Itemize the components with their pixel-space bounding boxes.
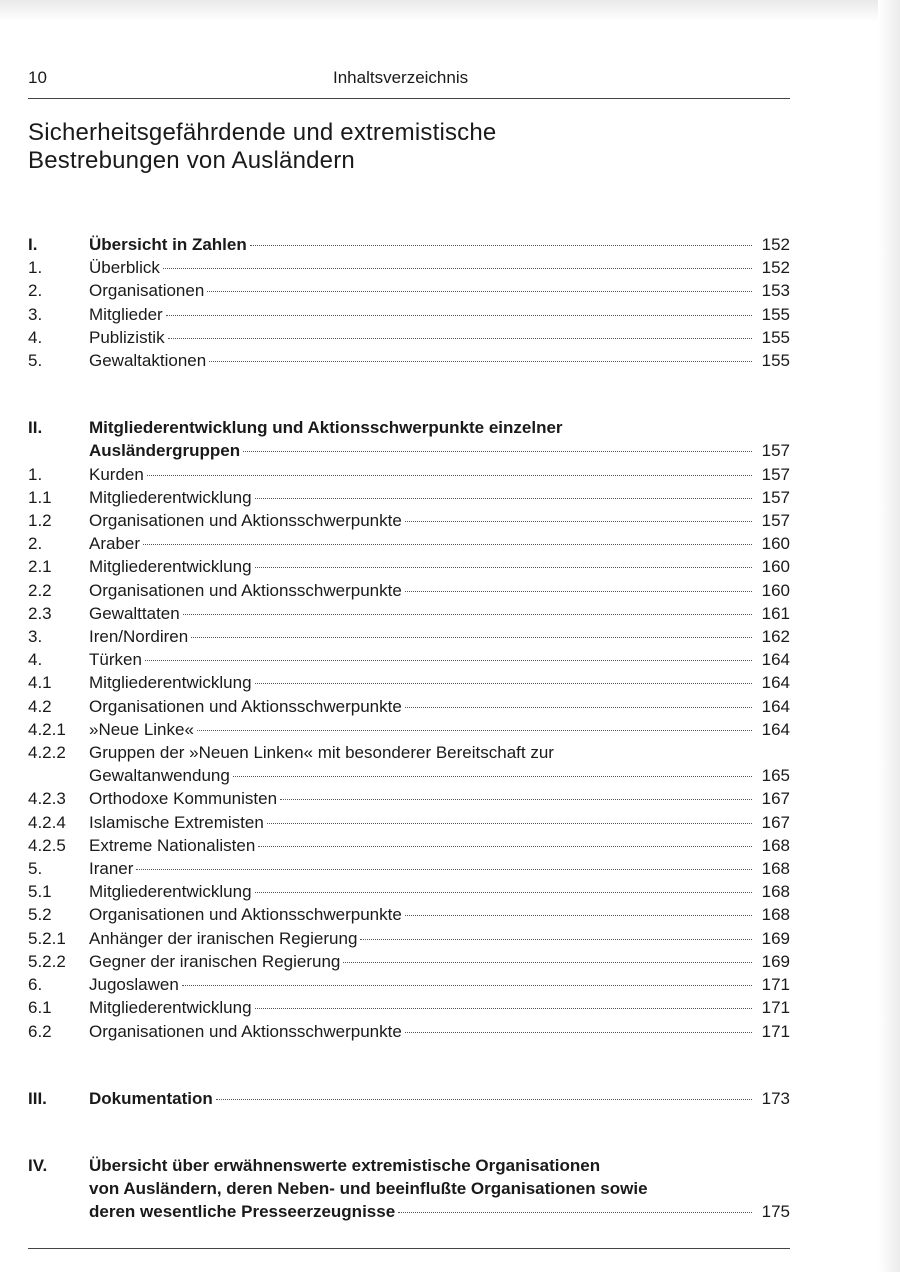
chapter-title-line-1: Sicherheitsgefährdende und extremistische	[28, 119, 497, 146]
toc-entry-title-text: Gewalttaten	[89, 603, 180, 623]
toc-entry-title-text: Türken	[89, 650, 142, 670]
toc-section-title-line: von Ausländern, deren Neben- und beeinflußte Organisationen sowie	[89, 1179, 648, 1199]
toc-entry[interactable]	[28, 718, 790, 741]
toc-entry-title-text: Iren/Nordiren	[89, 627, 189, 647]
toc-page-number: 155	[761, 304, 790, 324]
dot-leader	[405, 1032, 752, 1033]
toc-page-number: 155	[761, 327, 790, 347]
toc-page-number: 164	[761, 696, 790, 716]
toc-section-number: III.	[28, 1088, 47, 1108]
toc-section	[28, 416, 790, 1042]
toc-entry[interactable]	[28, 695, 790, 718]
toc-page-number: 157	[761, 441, 790, 461]
toc-section-title-line	[89, 233, 756, 256]
dot-leader	[405, 521, 752, 522]
dot-leader	[343, 962, 752, 963]
toc-entry-number: 4.	[28, 650, 43, 670]
toc-entry-number: 2.3	[28, 603, 52, 623]
toc-entry-title-text: Organisationen und Aktionsschwerpunkte	[89, 905, 402, 925]
toc-entry-title	[89, 834, 756, 857]
toc-entry-number: 2.	[28, 281, 43, 301]
toc-section	[28, 233, 790, 372]
toc-page-number: 160	[761, 534, 790, 554]
toc-entry[interactable]	[28, 671, 790, 694]
toc-section-title-line: Mitgliederentwicklung und Aktionsschwerpunkte einzelner	[89, 418, 563, 438]
toc-entry-number: 5.2	[28, 905, 52, 925]
toc-entry-title-text: Mitgliederentwicklung	[89, 673, 252, 693]
toc-page-number: 164	[761, 673, 790, 693]
toc-entry-number: 4.	[28, 327, 43, 347]
toc-entry[interactable]	[28, 903, 790, 926]
toc-entry-number: 5.2.1	[28, 928, 66, 948]
toc-entry[interactable]	[28, 857, 790, 880]
toc-section-title	[89, 416, 756, 462]
toc-entry-title-text: Iraner	[89, 859, 134, 879]
toc-page-number: 157	[761, 511, 790, 531]
toc-entry-number: 3.	[28, 304, 43, 324]
toc-entry-number: 2.2	[28, 580, 52, 600]
toc-entry[interactable]	[28, 532, 790, 555]
toc-page-number: 169	[761, 951, 790, 971]
toc-entry-title	[89, 718, 756, 741]
toc-entry[interactable]	[28, 303, 790, 326]
toc-entry-title	[89, 741, 756, 787]
toc-entry-number: 3.	[28, 627, 43, 647]
toc-page-number: 164	[761, 719, 790, 739]
toc-section-number: IV.	[28, 1155, 48, 1175]
dot-leader	[168, 338, 752, 339]
toc-entry-title-text: Anhänger der iranischen Regierung	[89, 928, 358, 948]
toc-entry-title-text: Organisationen und Aktionsschwerpunkte	[89, 580, 402, 600]
dot-leader	[255, 683, 752, 684]
toc-entry[interactable]	[28, 349, 790, 372]
toc-entry[interactable]	[28, 811, 790, 834]
toc-entry[interactable]	[28, 463, 790, 486]
toc-entry-title-text: Mitgliederentwicklung	[89, 487, 252, 507]
toc-entry-title-text: Organisationen	[89, 281, 205, 301]
toc-entry-number: 6.2	[28, 1021, 52, 1041]
toc-entry-title-text: Mitgliederentwicklung	[89, 998, 252, 1018]
toc-entry-title	[89, 996, 756, 1019]
toc-entry-title-line	[89, 764, 756, 787]
toc-entry-title	[89, 625, 756, 648]
dot-leader	[360, 939, 752, 940]
toc-page-number: 167	[761, 812, 790, 832]
toc-page-number: 168	[761, 882, 790, 902]
toc-page-number: 162	[761, 627, 790, 647]
toc-entry-number: 4.2.3	[28, 789, 66, 809]
toc-entry-title-text: Gewaltanwendung	[89, 766, 230, 786]
dot-leader	[136, 869, 752, 870]
toc-section-heading[interactable]	[28, 1154, 790, 1224]
toc-page-number: 168	[761, 905, 790, 925]
toc-entry-title	[89, 579, 756, 602]
toc-entry[interactable]	[28, 625, 790, 648]
toc-entry[interactable]	[28, 602, 790, 625]
toc-entry-title	[89, 532, 756, 555]
dot-leader	[191, 637, 752, 638]
toc-entry-number: 2.	[28, 534, 43, 554]
dot-leader	[267, 823, 752, 824]
toc-entry[interactable]	[28, 326, 790, 349]
toc-entry[interactable]	[28, 880, 790, 903]
toc-entry-title-text: Organisationen und Aktionsschwerpunkte	[89, 696, 402, 716]
toc-entry[interactable]	[28, 648, 790, 671]
dot-leader	[255, 1008, 752, 1009]
toc-entry[interactable]	[28, 996, 790, 1019]
toc-page-number: 157	[761, 487, 790, 507]
toc-entry-title	[89, 648, 756, 671]
toc-entry-title	[89, 927, 756, 950]
toc-entry-title	[89, 303, 756, 326]
toc-entry[interactable]	[28, 279, 790, 302]
toc-entry-title-text: Jugoslawen	[89, 975, 179, 995]
toc-section-title-text: Übersicht in Zahlen	[89, 235, 247, 254]
toc-entry-title-text: Publizistik	[89, 327, 165, 347]
toc-entry-title	[89, 349, 756, 372]
dot-leader	[405, 591, 752, 592]
toc-section-heading[interactable]	[28, 416, 790, 462]
toc-page-number: 168	[761, 859, 790, 879]
toc-entry[interactable]	[28, 256, 790, 279]
toc-entry-title	[89, 787, 756, 810]
toc-section-title-text: Dokumentation	[89, 1088, 213, 1108]
dot-leader	[255, 498, 752, 499]
toc-entry-title	[89, 695, 756, 718]
toc-section-title-line	[89, 439, 756, 462]
toc-section-title-text: deren wesentliche Presseerzeugnisse	[89, 1202, 396, 1222]
toc-entry-title-text: Gewaltaktionen	[89, 351, 207, 371]
toc-entry-number: 4.2.2	[28, 743, 66, 763]
running-title: Inhaltsverzeichnis	[333, 68, 469, 87]
toc-entry-title	[89, 903, 756, 926]
toc-section-heading[interactable]	[28, 233, 790, 256]
toc-entry-title-text: Orthodoxe Kommunisten	[89, 789, 278, 809]
dot-leader	[183, 614, 752, 615]
dot-leader	[145, 660, 752, 661]
toc-entry-title-text: Mitgliederentwicklung	[89, 882, 252, 902]
dot-leader	[255, 567, 752, 568]
toc-entry-title-text: »Neue Linke«	[89, 719, 194, 739]
toc-section-title-line	[89, 1200, 756, 1223]
toc-page-number: 164	[761, 650, 790, 670]
toc-entry-title-text: Mitglieder	[89, 304, 163, 324]
toc-entry-title	[89, 973, 756, 996]
toc-entry-title-text: Gegner der iranischen Regierung	[89, 951, 341, 971]
toc-entry-title-text: Islamische Extremisten	[89, 812, 264, 832]
toc-entry-title	[89, 671, 756, 694]
toc-section-title-text: Ausländergruppen	[89, 441, 241, 461]
toc-entry-number: 1.1	[28, 487, 52, 507]
toc-entry-title	[89, 811, 756, 834]
toc-page-number: 165	[761, 766, 790, 786]
dot-leader	[182, 985, 752, 986]
toc-section-number: II.	[28, 418, 43, 438]
toc-page-number: 175	[761, 1202, 790, 1222]
toc-entry-title	[89, 486, 756, 509]
toc-page-number: 168	[761, 835, 790, 855]
dot-leader	[280, 799, 752, 800]
toc-entry-title-text: Mitgliederentwicklung	[89, 557, 252, 577]
toc-entry-number: 4.2.5	[28, 835, 66, 855]
toc-entry-number: 4.2.1	[28, 719, 66, 739]
toc-entry[interactable]	[28, 555, 790, 578]
toc-entry-number: 6.1	[28, 998, 52, 1018]
toc-entry-number: 2.1	[28, 557, 52, 577]
dot-leader	[147, 475, 752, 476]
toc-entry[interactable]	[28, 579, 790, 602]
toc-entry-number: 1.	[28, 464, 43, 484]
toc-page-number: 155	[761, 351, 790, 371]
toc-section	[28, 1087, 790, 1110]
toc-entry-title	[89, 602, 756, 625]
toc-section-title	[89, 1087, 756, 1110]
dot-leader	[243, 451, 752, 452]
toc-section	[28, 1154, 790, 1224]
toc-entry[interactable]	[28, 973, 790, 996]
toc-entry-number: 1.	[28, 258, 43, 278]
toc-page-number: 160	[761, 580, 790, 600]
dot-leader	[250, 245, 752, 246]
scan-edge-top	[0, 0, 900, 22]
toc-section-title-line	[89, 1087, 756, 1110]
toc-page-number: 160	[761, 557, 790, 577]
toc-entry[interactable]	[28, 950, 790, 973]
toc-entry-number: 4.2.4	[28, 812, 66, 832]
chapter-title-line-2: Bestrebungen von Ausländern	[28, 147, 355, 174]
dot-leader	[197, 730, 752, 731]
dot-leader	[209, 361, 752, 362]
toc-entry-title-text: Kurden	[89, 464, 144, 484]
toc-page-number: 171	[761, 975, 790, 995]
toc-entry-title	[89, 857, 756, 880]
toc-entry-title	[89, 279, 756, 302]
toc-entry-number: 1.2	[28, 511, 52, 531]
toc-entry-number: 5.2.2	[28, 951, 66, 971]
toc-entry-number: 4.1	[28, 673, 52, 693]
dot-leader	[207, 291, 752, 292]
toc-entry-title	[89, 1020, 756, 1043]
toc-page-number: 171	[761, 998, 790, 1018]
toc-entry-number: 4.2	[28, 696, 52, 716]
toc-entry[interactable]	[28, 741, 790, 787]
toc-page-number: 167	[761, 789, 790, 809]
toc-page-number: 161	[761, 603, 790, 623]
toc-section-title	[89, 233, 756, 256]
toc-entry-title	[89, 950, 756, 973]
toc-entry-title-text: Organisationen und Aktionsschwerpunkte	[89, 1021, 402, 1041]
toc-entry[interactable]	[28, 486, 790, 509]
toc-section-title	[89, 1154, 756, 1224]
toc-entry-title	[89, 880, 756, 903]
toc-section-title-line: Übersicht über erwähnenswerte extremistische Organisationen	[89, 1155, 601, 1175]
toc-entry[interactable]	[28, 927, 790, 950]
toc-entry[interactable]	[28, 1020, 790, 1043]
toc-entry[interactable]	[28, 509, 790, 532]
toc-entry[interactable]	[28, 787, 790, 810]
toc-entry-title	[89, 256, 756, 279]
toc-page-number: 157	[761, 464, 790, 484]
page	[28, 62, 790, 1224]
toc-entry-title-text: Organisationen und Aktionsschwerpunkte	[89, 511, 402, 531]
scan-edge-right	[878, 0, 900, 1272]
toc-page-number: 152	[761, 258, 790, 278]
page-number: 10	[28, 68, 47, 87]
dot-leader	[143, 544, 752, 545]
dot-leader	[398, 1212, 752, 1213]
toc-page-number: 169	[761, 928, 790, 948]
toc-page-number: 153	[761, 281, 790, 301]
toc-entry-number: 6.	[28, 975, 43, 995]
toc-entry-number: 5.1	[28, 882, 52, 902]
dot-leader	[258, 846, 752, 847]
table-of-contents	[28, 233, 790, 1224]
footer-rule	[28, 1248, 790, 1249]
toc-section-heading[interactable]	[28, 1087, 790, 1110]
dot-leader	[233, 776, 752, 777]
dot-leader	[255, 892, 752, 893]
dot-leader	[405, 915, 752, 916]
chapter-title	[28, 119, 790, 175]
toc-page-number: 152	[761, 235, 790, 254]
toc-entry-title-text: Extreme Nationalisten	[89, 835, 256, 855]
toc-section-number: I.	[28, 235, 38, 254]
toc-entry-number: 5.	[28, 859, 43, 879]
toc-entry-title-line: Gruppen der »Neuen Linken« mit besonderer Bereitschaft zur	[89, 743, 554, 763]
toc-entry-title	[89, 326, 756, 349]
toc-entry[interactable]	[28, 834, 790, 857]
toc-entry-title	[89, 509, 756, 532]
dot-leader	[163, 268, 752, 269]
toc-entry-title	[89, 555, 756, 578]
running-header	[28, 62, 790, 99]
dot-leader	[166, 315, 752, 316]
toc-page-number: 173	[761, 1088, 790, 1108]
dot-leader	[216, 1099, 752, 1100]
toc-entry-title-text: Überblick	[89, 258, 160, 278]
dot-leader	[405, 707, 752, 708]
toc-entry-title-text: Araber	[89, 534, 141, 554]
toc-entry-title	[89, 463, 756, 486]
toc-entry-number: 5.	[28, 351, 43, 371]
toc-page-number: 171	[761, 1021, 790, 1041]
